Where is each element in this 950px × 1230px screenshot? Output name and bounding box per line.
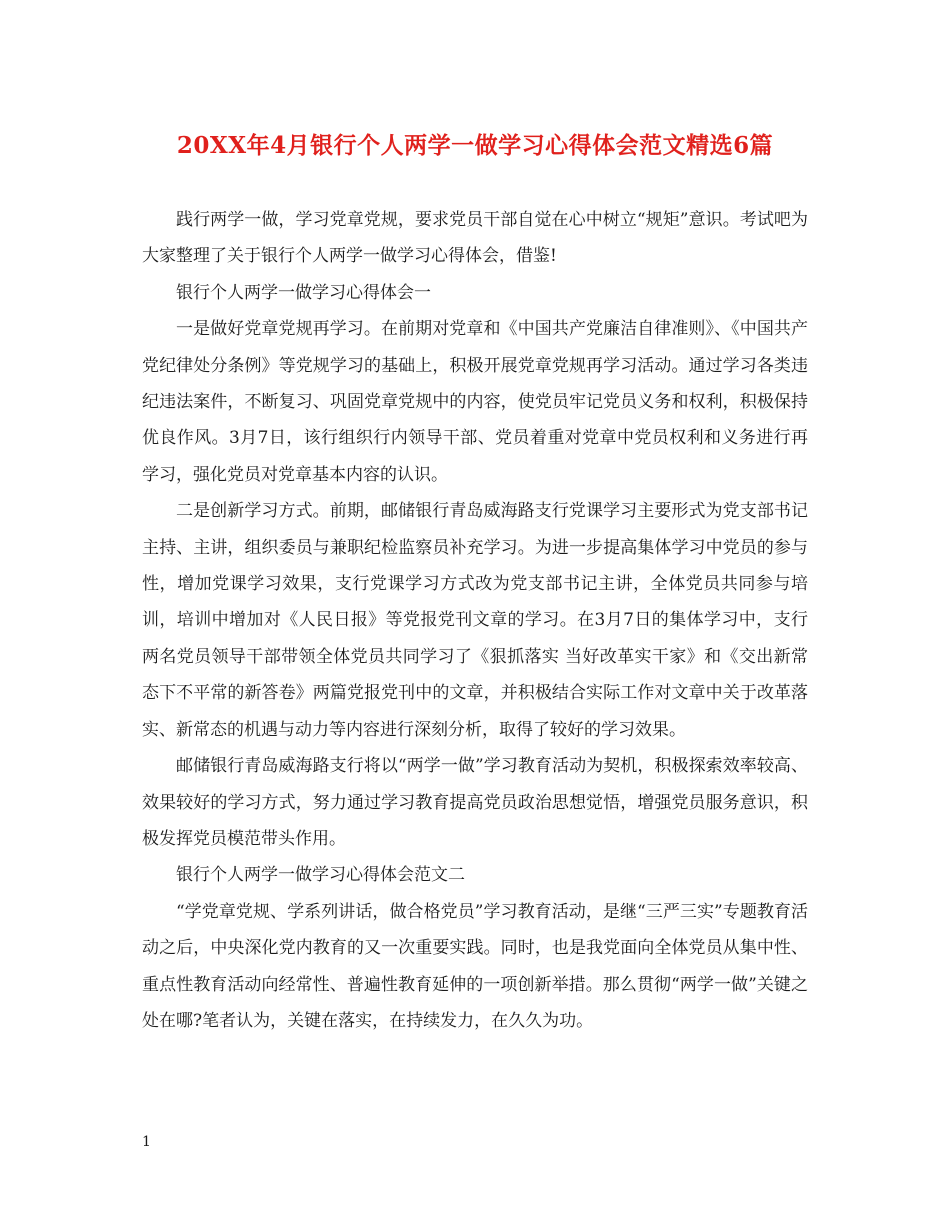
section-heading-one: 银行个人两学一做学习心得体会一 bbox=[176, 282, 431, 303]
body-paragraph: 一是做好党章党规再学习。在前期对党章和《中国共产党廉洁自律准则》、《中国共产党纪律处分条例》等党规学习的基础上，积极开展党章党规再学习活动。通过学习各类违纪违法案件，不断复习、巩固党章党规中的内容，使党员牢记党员义务和权利，积极保持优良作风。3月7日，该行组织行内领导干部、党员着重对党章中党员权利和义务进行再学习，强化党员对党章基本内容的认识。 bbox=[142, 319, 808, 485]
document-title: 20XX年4月银行个人两学一做学习心得体会范文精选6篇 bbox=[176, 132, 774, 159]
body-paragraph: “学党章党规、学系列讲话，做合格党员”学习教育活动，是继“三严三实”专题教育活动之后，中央深化党内教育的又一次重要实践。同时，也是我党面向全体党员从集中性、重点性教育活动向经常性、普遍性教育延伸的一项创新举措。那么贯彻“两学一做”关键之处在哪?笔者认为，关键在落实，在持续发力，在久久为功。 bbox=[142, 901, 808, 1031]
page-number: 1 bbox=[142, 1134, 151, 1150]
section-heading-two: 银行个人两学一做学习心得体会范文二 bbox=[176, 865, 465, 886]
body-paragraph: 邮储银行青岛威海路支行将以“两学一做”学习教育活动为契机，积极探索效率较高、效果较好的学习方式，努力通过学习教育提高党员政治思想觉悟，增强党员服务意识，积极发挥党员模范带头作用。 bbox=[142, 756, 808, 849]
intro-paragraph: 践行两学一做，学习党章党规，要求党员干部自觉在心中树立“规矩”意识。考试吧为大家整理了关于银行个人两学一做学习心得体会，借鉴! bbox=[142, 210, 808, 267]
document-body bbox=[142, 202, 808, 1039]
body-paragraph: 二是创新学习方式。前期，邮储银行青岛威海路支行党课学习主要形式为党支部书记主持、主讲，组织委员与兼职纪检监察员补充学习。为进一步提高集体学习中党员的参与性，增加党课学习效果，支行党课学习方式改为党支部书记主讲，全体党员共同参与培训，培训中增加对《人民日报》等党报党刊文章的学习。在3月7日的集体学习中，支行两名党员领导干部带领全体党员共同学习了《狠抓落实 当好改革实干家》和《交出新常态下不平常的新答卷》两篇党报党刊中的文章，并积极结合实际工作对文章中关于改革落实、新常态的机遇与动力等内容进行深刻分析，取得了较好的学习效果。 bbox=[142, 501, 808, 740]
